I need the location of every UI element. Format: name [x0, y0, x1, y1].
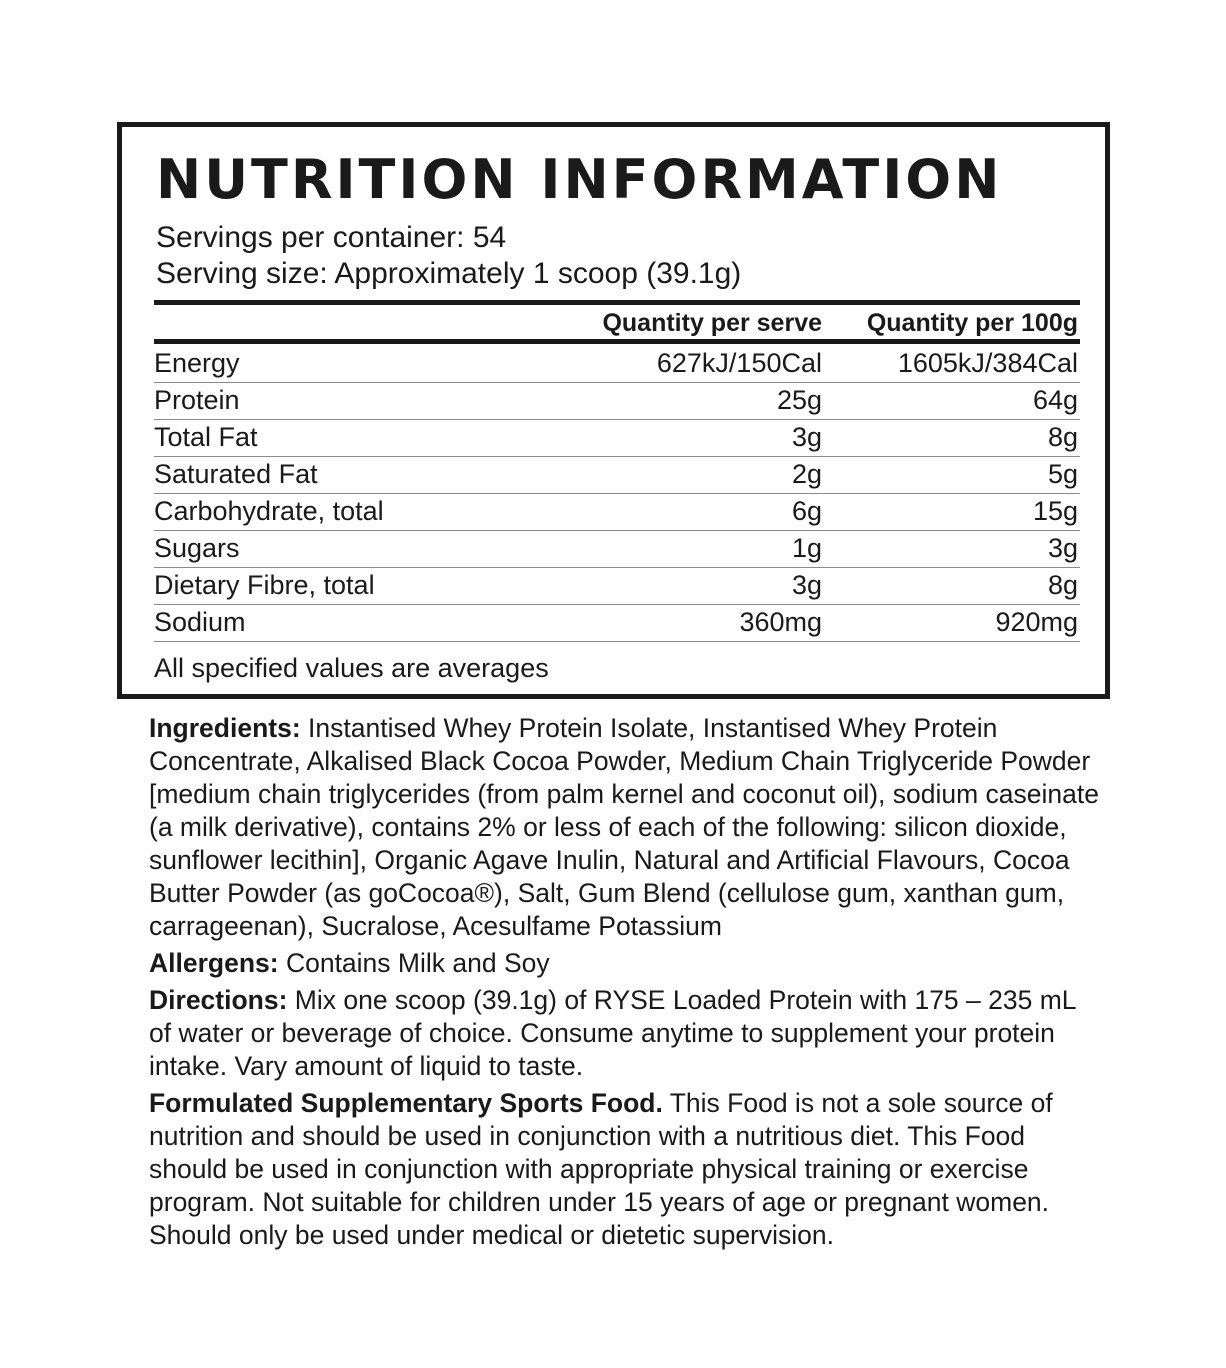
nutrient-per-serve: 3g [791, 570, 822, 600]
warning-paragraph [149, 1087, 1099, 1252]
averages-footnote: All specified values are averages [154, 653, 549, 683]
header-per-serve: Quantity per serve [602, 309, 822, 337]
nutrient-per-serve: 627kJ/150Cal [656, 348, 822, 378]
nutrient-per-serve: 2g [791, 459, 822, 489]
allergens-paragraph [149, 947, 1099, 980]
nutrient-name: Dietary Fibre, total [154, 570, 375, 600]
nutrient-per-100g: 920mg [995, 607, 1078, 637]
header-rule [154, 339, 1080, 344]
allergens-label: Allergens: [149, 948, 279, 978]
allergens-text: Contains Milk and Soy [278, 948, 550, 978]
table-header [154, 307, 1080, 339]
table-row [154, 605, 1080, 642]
nutrient-per-100g: 5g [1047, 459, 1078, 489]
directions-text: Mix one scoop (39.1g) of RYSE Loaded Protein with 175 – 235 mL of water or beverage of choice. Consume anytime to supplement your protein intake. Vary amount of liquid to taste. [149, 985, 1076, 1081]
serving-size: Serving size: Approximately 1 scoop (39.1g) [156, 257, 742, 290]
nutrient-per-100g: 8g [1047, 570, 1078, 600]
nutrition-panel [117, 122, 1110, 699]
table-row [154, 346, 1080, 383]
nutrient-name: Carbohydrate, total [154, 496, 384, 526]
nutrient-name: Sodium [154, 607, 246, 637]
nutrient-per-serve: 360mg [739, 607, 822, 637]
panel-title: NUTRITION INFORMATION [156, 148, 1003, 211]
nutrient-name: Energy [154, 348, 240, 378]
table-row [154, 494, 1080, 531]
nutrient-name: Total Fat [154, 422, 258, 452]
table-row [154, 457, 1080, 494]
warning-text: This Food is not a sole source of nutrition and should be used in conjunction with a nutritious diet. This Food should be used in conjunction with appropriate physical training or exercise program. Not suitable for children under 15 years of age or pregnant women. Should only be used under medical or dietetic supervision. [149, 1088, 1053, 1250]
top-rule [154, 300, 1080, 305]
header-per-100g: Quantity per 100g [866, 309, 1078, 337]
nutrient-per-100g: 8g [1047, 422, 1078, 452]
product-details [149, 712, 1099, 1256]
warning-label: Formulated Supplementary Sports Food. [149, 1088, 663, 1118]
nutrient-per-100g: 1605kJ/384Cal [897, 348, 1078, 378]
serving-info [156, 220, 741, 292]
nutrient-name: Saturated Fat [154, 459, 318, 489]
table-row [154, 568, 1080, 605]
nutrient-name: Sugars [154, 533, 240, 563]
table-row [154, 383, 1080, 420]
nutrient-per-serve: 3g [791, 422, 822, 452]
nutrient-per-serve: 1g [791, 533, 822, 563]
ingredients-label: Ingredients: [149, 713, 301, 743]
servings-per-container: Servings per container: 54 [156, 221, 507, 254]
ingredients-paragraph [149, 712, 1099, 943]
ingredients-text: Instantised Whey Protein Isolate, Instantised Whey Protein Concentrate, Alkalised Black Cocoa Powder, Medium Chain Triglyceride Powder [medium chain triglycerides (from palm kernel and coconut oil), sodium caseinate (a milk derivative), contains 2% or less of each of the following: silicon dioxide, sunflower lecithin], Organic Agave Inulin, Natural and Artificial Flavours, Cocoa Butter Powder (as goCocoa®), Salt, Gum Blend (cellulose gum, xanthan gum, carrageenan), Sucralose, Acesulfame Potassium [149, 713, 1100, 941]
directions-paragraph [149, 984, 1099, 1083]
nutrition-table [154, 346, 1080, 642]
nutrient-name: Protein [154, 385, 240, 415]
nutrient-per-100g: 3g [1047, 533, 1078, 563]
table-row [154, 420, 1080, 457]
directions-label: Directions: [149, 985, 288, 1015]
nutrient-per-100g: 15g [1032, 496, 1078, 526]
nutrient-per-100g: 64g [1032, 385, 1078, 415]
nutrient-per-serve: 6g [791, 496, 822, 526]
nutrient-per-serve: 25g [776, 385, 822, 415]
table-row [154, 531, 1080, 568]
